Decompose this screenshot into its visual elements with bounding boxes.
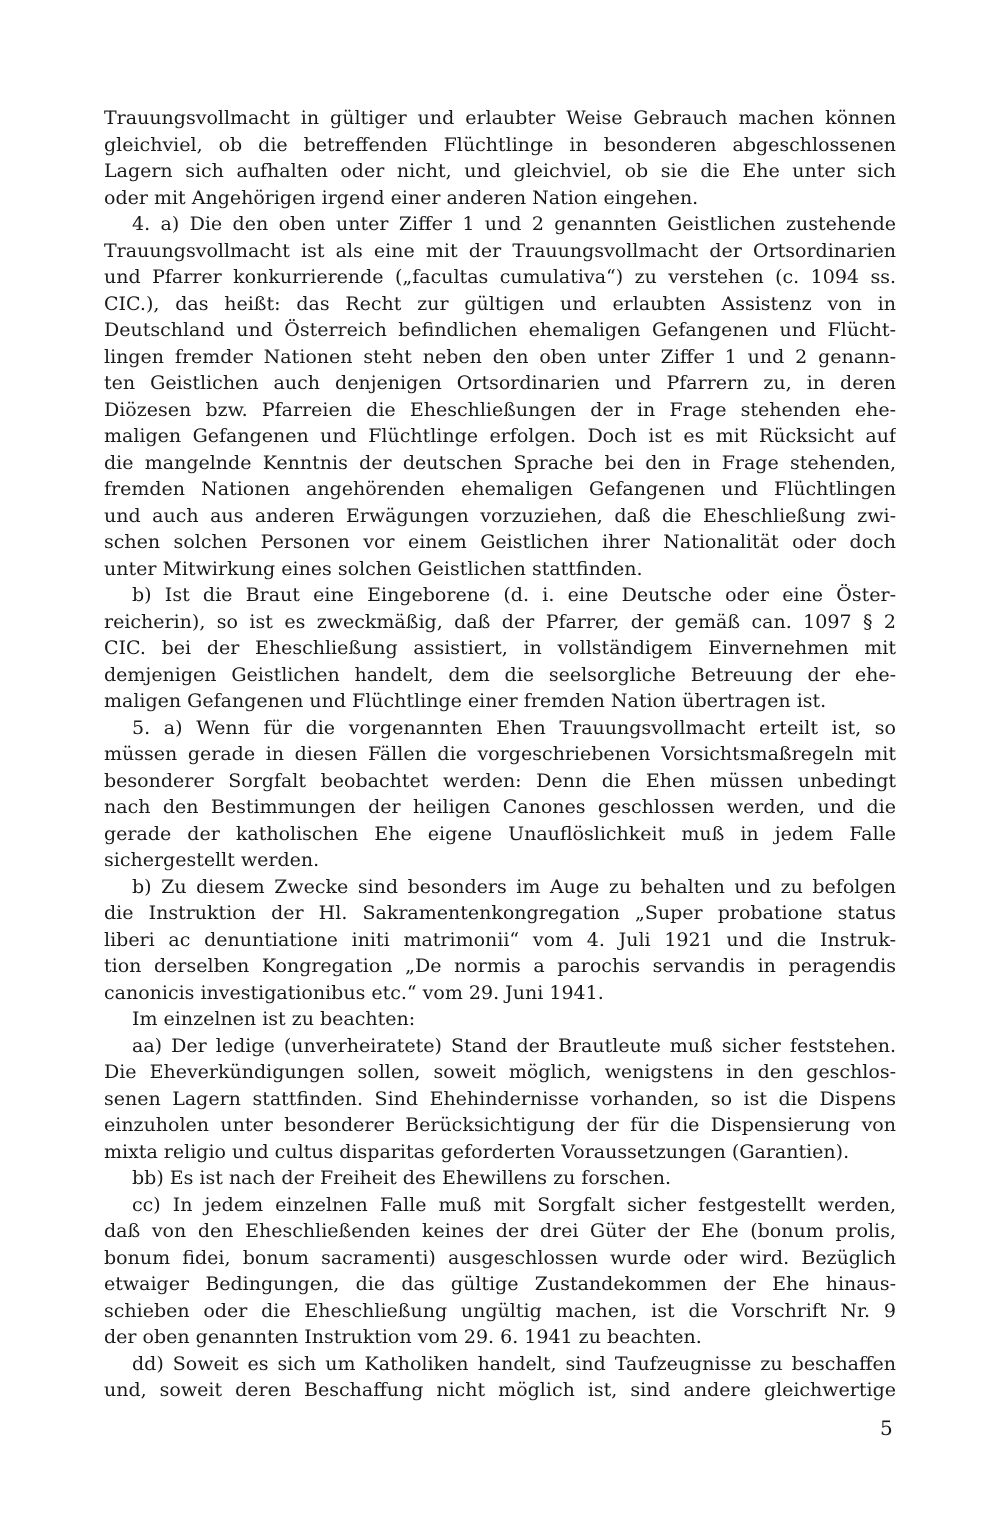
text-line: 5. a) Wenn für die vorgenannten Ehen Trauungsvollmacht erteilt ist, so <box>132 716 896 739</box>
text-line: Lagern sich aufhalten oder nicht, und gleichviel, ob sie die Ehe unter sich <box>104 160 896 182</box>
text-line: Die Eheverkündigungen sollen, soweit möglich, wenigstens in den geschlos- <box>104 1061 896 1083</box>
paragraph <box>104 105 896 211</box>
text-line: und Pfarrer konkurrierende („facultas cumulativa“) zu verstehen (c. 1094 ss. <box>104 266 896 288</box>
text-line: unter Mitwirkung eines solchen Geistlichen stattfinden. <box>104 557 643 580</box>
text-line: fremden Nationen angehörenden ehemaligen Gefangenen und Flüchtlingen <box>104 478 896 500</box>
paragraph <box>104 1351 896 1404</box>
page-number: 5 <box>880 1416 893 1440</box>
body-text <box>104 105 896 1404</box>
text-line: CIC.), das heißt: das Recht zur gültigen und erlaubten Assistenz von in <box>104 292 896 315</box>
text-line: maligen Gefangenen und Flüchtlinge einer fremden Nation übertragen ist. <box>104 690 827 712</box>
text-line: schieben oder die Eheschließung ungültig machen, ist die Vorschrift Nr. 9 <box>104 1299 896 1322</box>
text-line: etwaiger Bedingungen, die das gültige Zustandekommen der Ehe hinaus- <box>104 1273 896 1295</box>
text-line: Trauungsvollmacht in gültiger und erlaubter Weise Gebrauch machen können <box>104 107 896 129</box>
text-line: 4. a) Die den oben unter Ziffer 1 und 2 genannten Geistlichen zustehende <box>132 213 896 235</box>
text-line: Diözesen bzw. Pfarreien die Eheschließungen der in Frage stehenden ehe- <box>104 398 896 421</box>
text-line: besonderer Sorgfalt beobachtet werden: Denn die Ehen müssen unbedingt <box>104 769 896 792</box>
text-line: Trauungsvollmacht ist als eine mit der Trauungsvollmacht der Ortsordinarien <box>104 239 896 262</box>
text-line: cc) In jedem einzelnen Falle muß mit Sorgfalt sicher festgestellt werden, <box>132 1193 896 1216</box>
text-line: Deutschland und Österreich befindlichen ehemaligen Gefangenen und Flücht- <box>104 319 896 341</box>
paragraph <box>104 1033 896 1166</box>
text-line: die mangelnde Kenntnis der deutschen Sprache bei den in Frage stehenden, <box>104 451 896 474</box>
text-line: und, soweit deren Beschaffung nicht möglich ist, sind andere gleichwertige <box>104 1379 896 1401</box>
paragraph <box>104 211 896 582</box>
text-line: canonicis investigationibus etc.“ vom 29. Juni 1941. <box>104 981 604 1004</box>
text-line: der oben genannten Instruktion vom 29. 6. 1941 zu beachten. <box>104 1326 702 1348</box>
text-line: daß von den Eheschließenden keines der drei Güter der Ehe (bonum prolis, <box>104 1220 896 1242</box>
paragraph <box>104 1192 896 1351</box>
text-line: dd) Soweit es sich um Katholiken handelt, sind Taufzeugnisse zu beschaffen <box>132 1352 896 1375</box>
text-line: einzuholen unter besonderer Berücksichtigung der für die Dispensierung von <box>104 1114 896 1136</box>
paragraph <box>104 1165 896 1192</box>
text-line: reicherin), so ist es zweckmäßig, daß der Pfarrer, der gemäß can. 1097 § 2 <box>104 610 896 633</box>
text-line: demjenigen Geistlichen handelt, dem die seelsorgliche Betreuung der ehe- <box>104 663 896 686</box>
text-line: senen Lagern stattfinden. Sind Ehehindernisse vorhanden, so ist die Dispens <box>104 1087 896 1110</box>
text-line: und auch aus anderen Erwägungen vorzuziehen, daß die Eheschließung zwi- <box>104 504 896 527</box>
text-line: lingen fremder Nationen steht neben den oben unter Ziffer 1 und 2 genann- <box>104 345 896 368</box>
paragraph <box>104 715 896 874</box>
paragraph <box>104 582 896 715</box>
text-line: bonum fidei, bonum sacramenti) ausgeschlossen wurde oder wird. Bezüglich <box>104 1246 896 1269</box>
paragraph <box>104 1006 896 1033</box>
text-line: die Instruktion der Hl. Sakramentenkongregation „Super probatione status <box>104 902 896 924</box>
text-line: b) Zu diesem Zwecke sind besonders im Auge zu behalten und zu befolgen <box>132 875 896 898</box>
text-line: schen solchen Personen vor einem Geistlichen ihrer Nationalität oder doch <box>104 531 896 553</box>
text-line: sichergestellt werden. <box>104 849 320 871</box>
paragraph <box>104 874 896 1007</box>
text-line: Im einzelnen ist zu beachten: <box>132 1008 416 1030</box>
text-line: aa) Der ledige (unverheiratete) Stand der Brautleute muß sicher feststehen. <box>132 1034 896 1057</box>
text-line: gerade der katholischen Ehe eigene Unauflöslichkeit muß in jedem Falle <box>104 822 896 845</box>
text-line: mixta religio und cultus disparitas geforderten Voraussetzungen (Garantien). <box>104 1140 850 1163</box>
text-line: CIC. bei der Eheschließung assistiert, in vollständigem Einvernehmen mit <box>104 637 896 659</box>
text-line: bb) Es ist nach der Freiheit des Ehewillens zu forschen. <box>132 1167 672 1189</box>
text-line: tion derselben Kongregation „De normis a parochis servandis in peragendis <box>104 955 896 977</box>
text-line: gleichviel, ob die betreffenden Flüchtlinge in besonderen abgeschlossenen <box>104 133 896 156</box>
text-line: müssen gerade in diesen Fällen die vorgeschriebenen Vorsichtsmaßregeln mit <box>104 743 896 765</box>
text-line: b) Ist die Braut eine Eingeborene (d. i. eine Deutsche oder eine Öster- <box>132 584 896 606</box>
text-line: oder mit Angehörigen irgend einer anderen Nation eingehen. <box>104 186 699 209</box>
text-line: nach den Bestimmungen der heiligen Canones geschlossen werden, und die <box>104 796 896 818</box>
text-line: ten Geistlichen auch denjenigen Ortsordinarien und Pfarrern zu, in deren <box>104 372 896 394</box>
text-line: liberi ac denuntiatione initi matrimonii“ vom 4. Juli 1921 und die Instruk- <box>104 928 896 951</box>
text-line: maligen Gefangenen und Flüchtlinge erfolgen. Doch ist es mit Rücksicht auf <box>104 425 896 447</box>
